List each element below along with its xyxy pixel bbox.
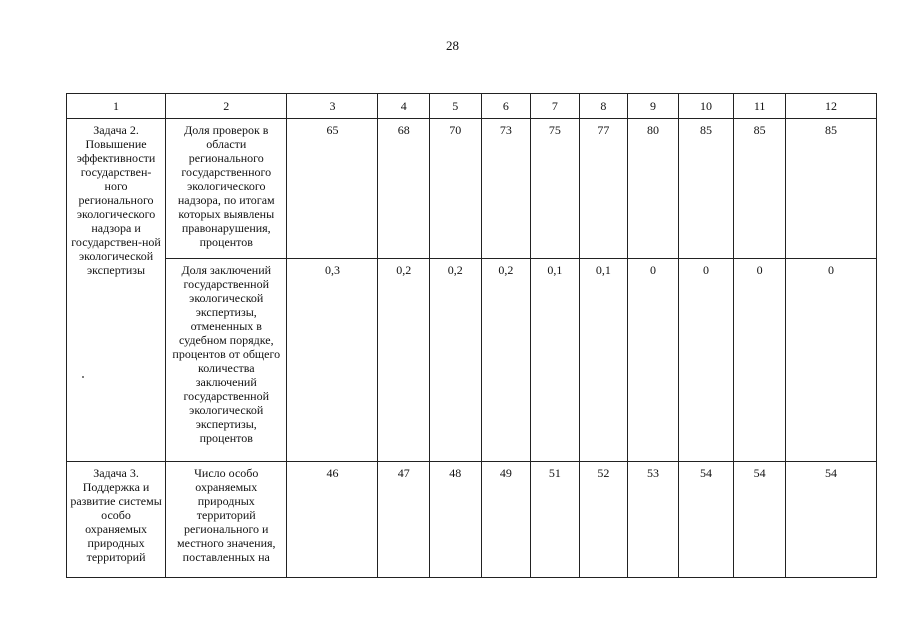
task-2-title: Задача 2. Повышение эффективности государствен-ного регионального экологического надзора и государствен-ной экологической экспертизы xyxy=(67,119,166,462)
table-cell: 85 xyxy=(678,119,734,259)
table-cell: 51 xyxy=(531,462,580,578)
column-header: 4 xyxy=(378,94,430,119)
table-cell: 80 xyxy=(628,119,679,259)
indicator-inspections-share: Доля проверок в области регионального государственного экологического надзора, по итогам которых выявлены правонарушения, процентов xyxy=(166,119,287,259)
table-cell: 85 xyxy=(734,119,786,259)
column-header: 3 xyxy=(287,94,378,119)
indicators-table xyxy=(66,93,877,578)
table-row xyxy=(67,259,877,462)
table-cell: 0,3 xyxy=(287,259,378,462)
column-header: 8 xyxy=(579,94,628,119)
table-cell: 0 xyxy=(785,259,876,462)
table-cell: 49 xyxy=(481,462,531,578)
table-cell: 0,2 xyxy=(378,259,430,462)
column-header: 10 xyxy=(678,94,734,119)
table-cell: 47 xyxy=(378,462,430,578)
table-cell: 65 xyxy=(287,119,378,259)
table-cell: 85 xyxy=(785,119,876,259)
indicator-protected-areas-count: Число особо охраняемых природных территорий регионального и местного значения, поставленных на xyxy=(166,462,287,578)
table-cell: 54 xyxy=(785,462,876,578)
table-row xyxy=(67,119,877,259)
table-cell: 0,1 xyxy=(531,259,580,462)
table-cell: 68 xyxy=(378,119,430,259)
table-cell: 0,2 xyxy=(430,259,482,462)
table-row xyxy=(67,462,877,578)
indicator-expertise-annulled-share: Доля заключений государственной экологической экспертизы, отмененных в судебном порядке, процентов от общего количества заключений государственной экологической экспертизы, процентов xyxy=(166,259,287,462)
column-header: 5 xyxy=(430,94,482,119)
column-header: 9 xyxy=(628,94,679,119)
table-cell: 75 xyxy=(531,119,580,259)
column-header: 12 xyxy=(785,94,876,119)
table-cell: 77 xyxy=(579,119,628,259)
task-3-title: Задача 3. Поддержка и развитие системы особо охраняемых природных территорий xyxy=(67,462,166,578)
column-header: 6 xyxy=(481,94,531,119)
table-cell: 0 xyxy=(734,259,786,462)
table-cell: 46 xyxy=(287,462,378,578)
table-header-row xyxy=(67,94,877,119)
table-cell: 73 xyxy=(481,119,531,259)
table-cell: 53 xyxy=(628,462,679,578)
column-header: 11 xyxy=(734,94,786,119)
table-cell: 54 xyxy=(678,462,734,578)
table-cell: 0,1 xyxy=(579,259,628,462)
table-cell: 48 xyxy=(430,462,482,578)
column-header: 1 xyxy=(67,94,166,119)
table-cell: 0,2 xyxy=(481,259,531,462)
column-header: 2 xyxy=(166,94,287,119)
table-cell: 0 xyxy=(678,259,734,462)
column-header: 7 xyxy=(531,94,580,119)
table-cell: 54 xyxy=(734,462,786,578)
table-cell: 70 xyxy=(430,119,482,259)
table-cell: 0 xyxy=(628,259,679,462)
table-cell: 52 xyxy=(579,462,628,578)
page-number: 28 xyxy=(446,38,459,53)
